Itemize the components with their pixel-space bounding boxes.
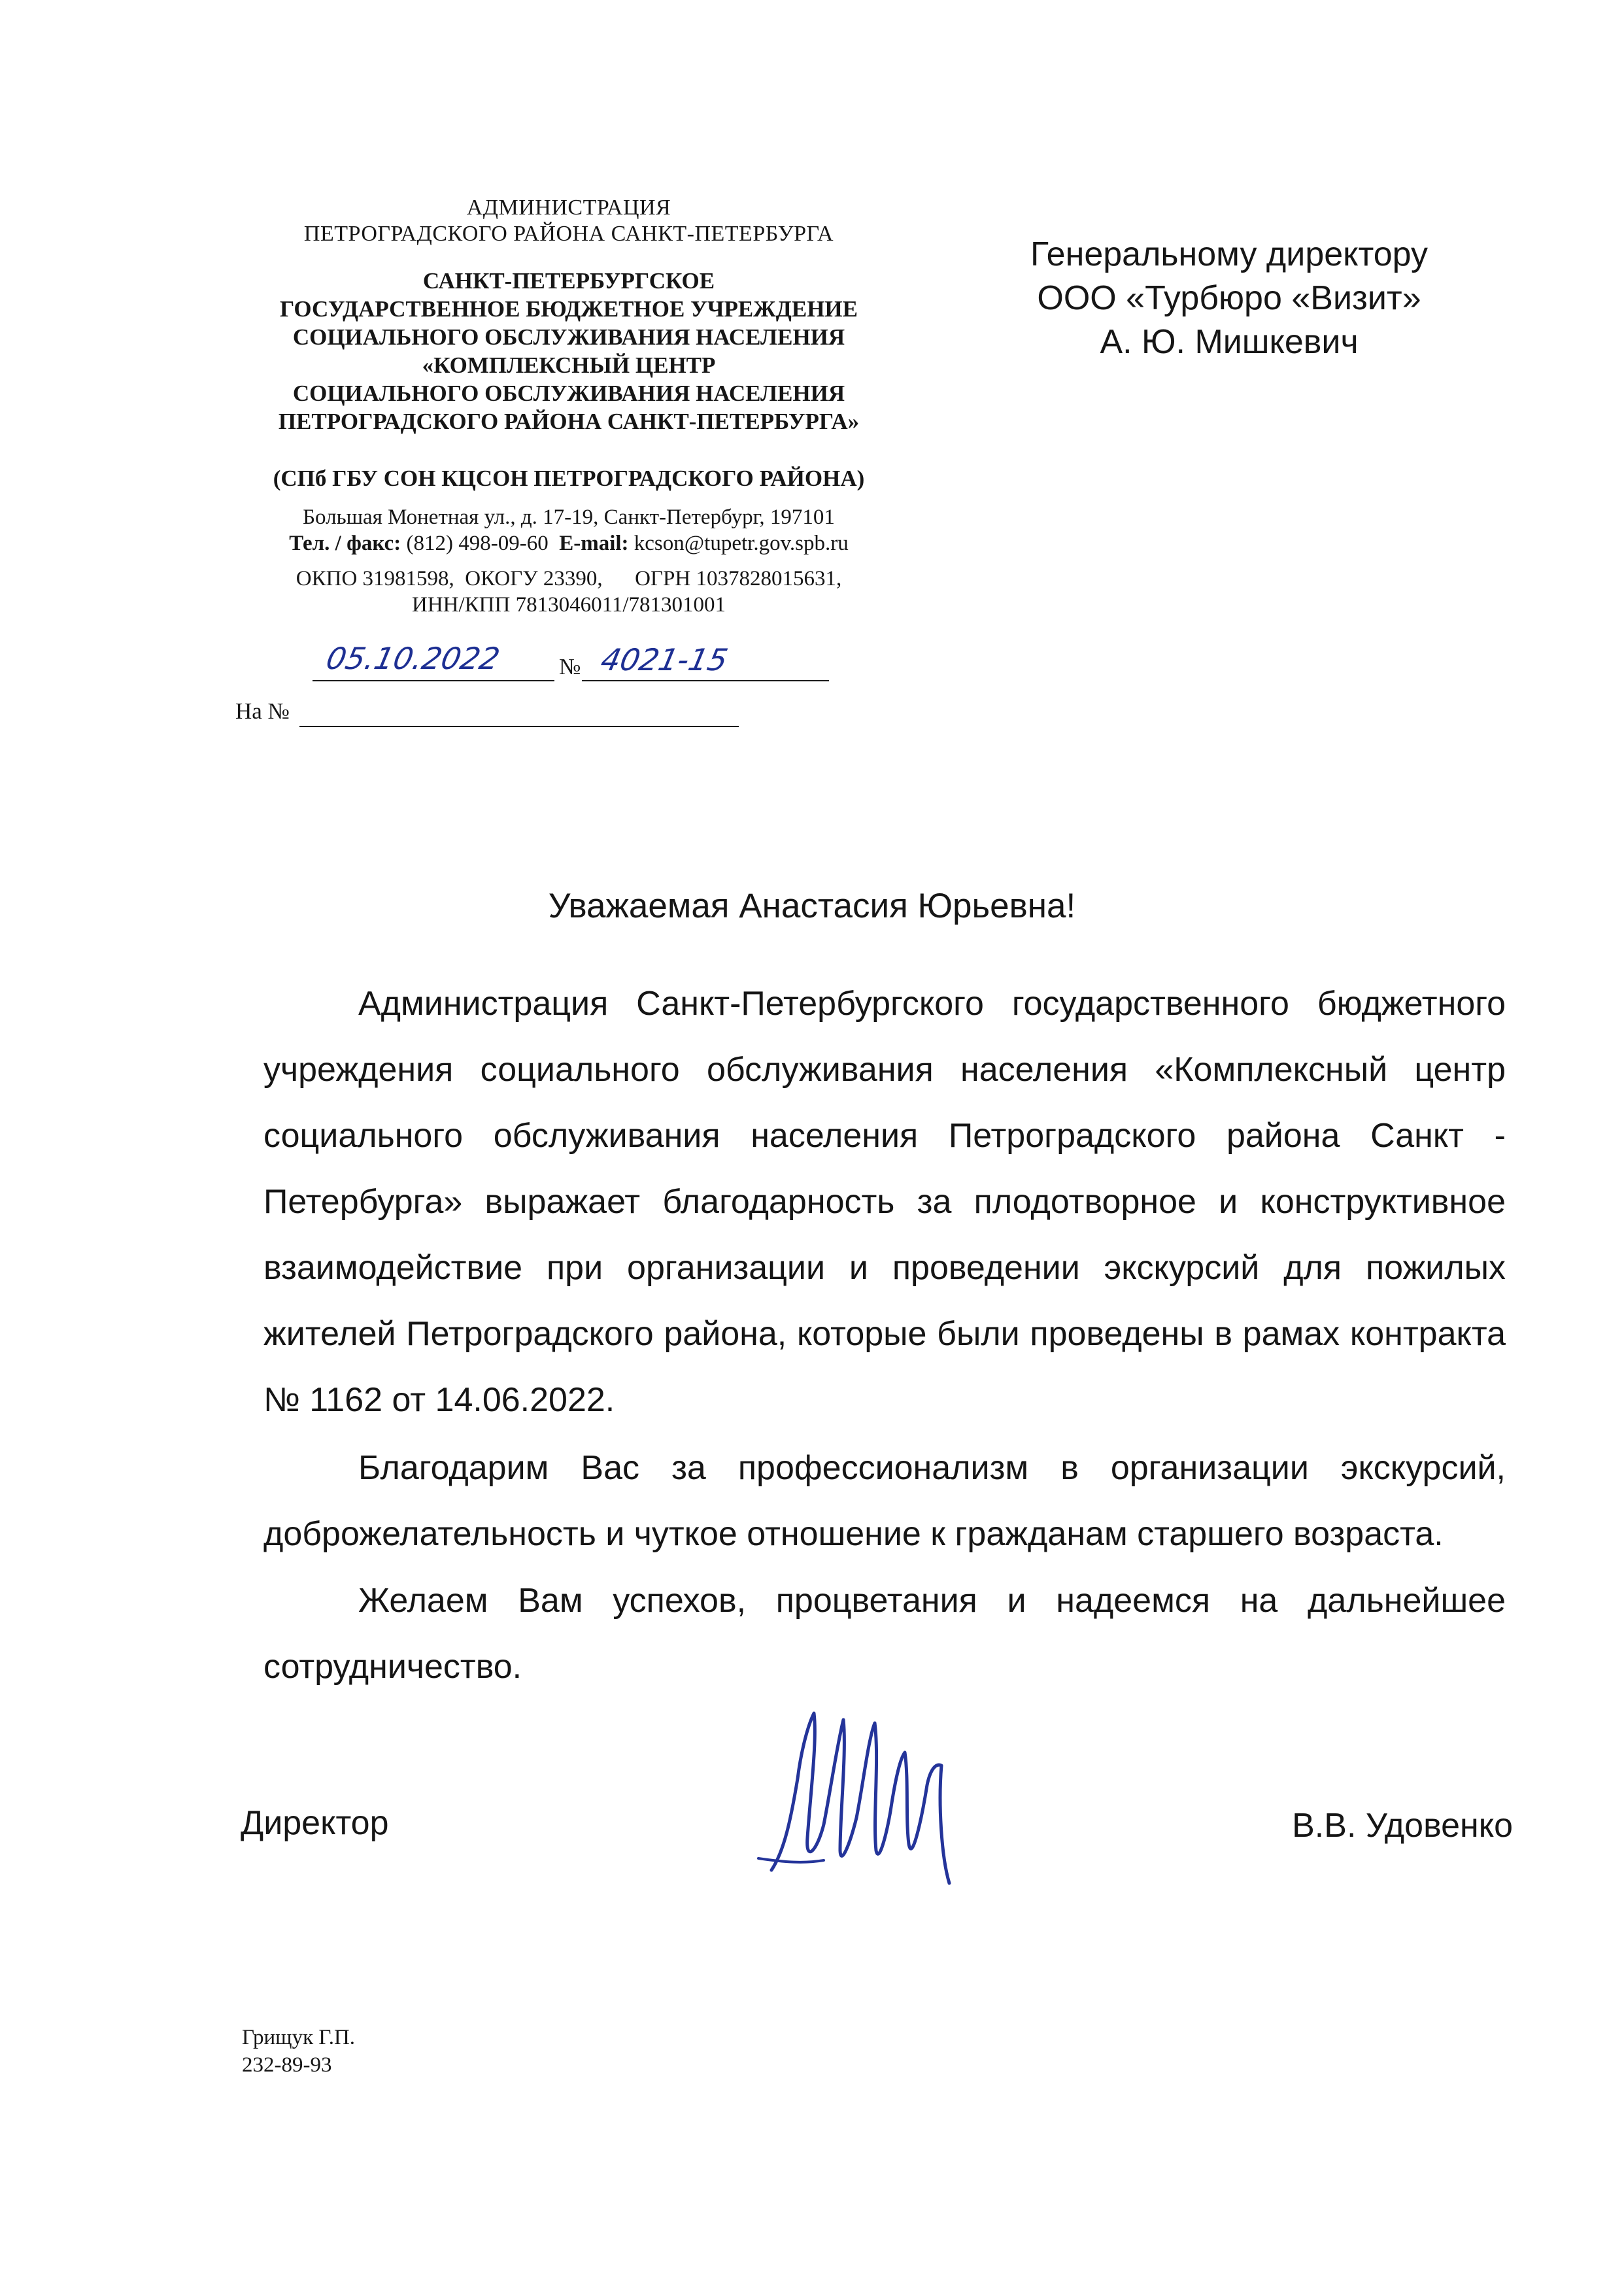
body-paragraph-1: Администрация Санкт-Петербургского государственного бюджетного учреждения социального обслуживания населения «Комплексный центр социального обслуживания населения Петроградского района Санкт - Петербурга» выражает благодарность за плодотворное и конструктивное взаимодействие при организации и проведении экскурсий для пожилых жителей Петроградского района, которые были проведены в рамах контракта № 1162 от 14.06.2022. <box>263 985 1506 1419</box>
addressee-line1: Генеральному директору <box>1030 235 1428 273</box>
letterhead-short-name: (СПб ГБУ СОН КЦСОН ПЕТРОГРАДСКОГО РАЙОНА) <box>273 466 865 491</box>
date-handwritten: 05.10.2022 <box>323 641 503 676</box>
letterhead-org-line: САНКТ-ПЕТЕРБУРГСКОЕ <box>422 268 715 294</box>
salutation: Уважаемая Анастасия Юрьевна! <box>548 887 1076 925</box>
reply-label: На № <box>235 698 290 724</box>
executor-phone: 232-89-93 <box>242 2053 332 2077</box>
letterhead-org-line: СОЦИАЛЬНОГО ОБСЛУЖИВАНИЯ НАСЕЛЕНИЯ <box>292 324 845 350</box>
letterhead-address: Большая Монетная ул., д. 17-19, Санкт-Петербург, 197101 <box>303 505 835 529</box>
addressee-block <box>974 233 1484 364</box>
number-sign: № <box>559 654 581 679</box>
handwritten-signature <box>745 1687 961 1903</box>
letterhead-admin-line1: АДМИНИСТРАЦИЯ <box>466 196 671 220</box>
letterhead <box>222 195 915 618</box>
letterhead-org-line: СОЦИАЛЬНОГО ОБСЛУЖИВАНИЯ НАСЕЛЕНИЯ <box>292 381 845 406</box>
phone-label: Тел. / факс: <box>289 532 401 555</box>
letterhead-org-line: ПЕТРОГРАДСКОГО РАЙОНА САНКТ-ПЕТЕРБУРГА» <box>278 409 860 434</box>
letterhead-codes-line1: ОКПО 31981598, ОКОГУ 23390, ОГРН 1037828015631, <box>296 567 842 590</box>
letterhead-org-line: ГОСУДАРСТВЕННОЕ БЮДЖЕТНОЕ УЧРЕЖДЕНИЕ <box>279 296 858 322</box>
signatory-role: Директор <box>241 1804 389 1842</box>
executor-block <box>242 2024 355 2079</box>
phone-value: (812) 498-09-60 <box>406 532 549 555</box>
number-handwritten: 4021-15 <box>598 642 731 677</box>
signatory-name: В.В. Удовенко <box>1292 1807 1513 1845</box>
letterhead-contacts <box>222 530 915 556</box>
executor-name: Грищук Г.П. <box>242 2026 356 2049</box>
reply-field-line <box>299 700 739 727</box>
letterhead-codes-line2: ИНН/КПП 7813046011/781301001 <box>411 593 726 617</box>
body-paragraph-2: Благодарим Вас за профессионализм в организации экскурсий, доброжелательность и чуткое отношение к гражданам старшего возраста. <box>263 1449 1506 1553</box>
addressee-line2: ООО «Турбюро «Визит» <box>1037 279 1421 317</box>
body-paragraph-3: Желаем Вам успехов, процветания и надеемся на дальнейшее сотрудничество. <box>263 1582 1506 1686</box>
email-label: E-mail: <box>559 532 629 555</box>
addressee-line3: А. Ю. Мишкевич <box>1100 323 1359 361</box>
letterhead-org-line: «КОМПЛЕКСНЫЙ ЦЕНТР <box>422 352 716 378</box>
email-value: kcson@tupetr.gov.spb.ru <box>634 532 849 555</box>
letterhead-admin-line2: ПЕТРОГРАДСКОГО РАЙОНА САНКТ-ПЕТЕРБУРГА <box>303 222 834 246</box>
